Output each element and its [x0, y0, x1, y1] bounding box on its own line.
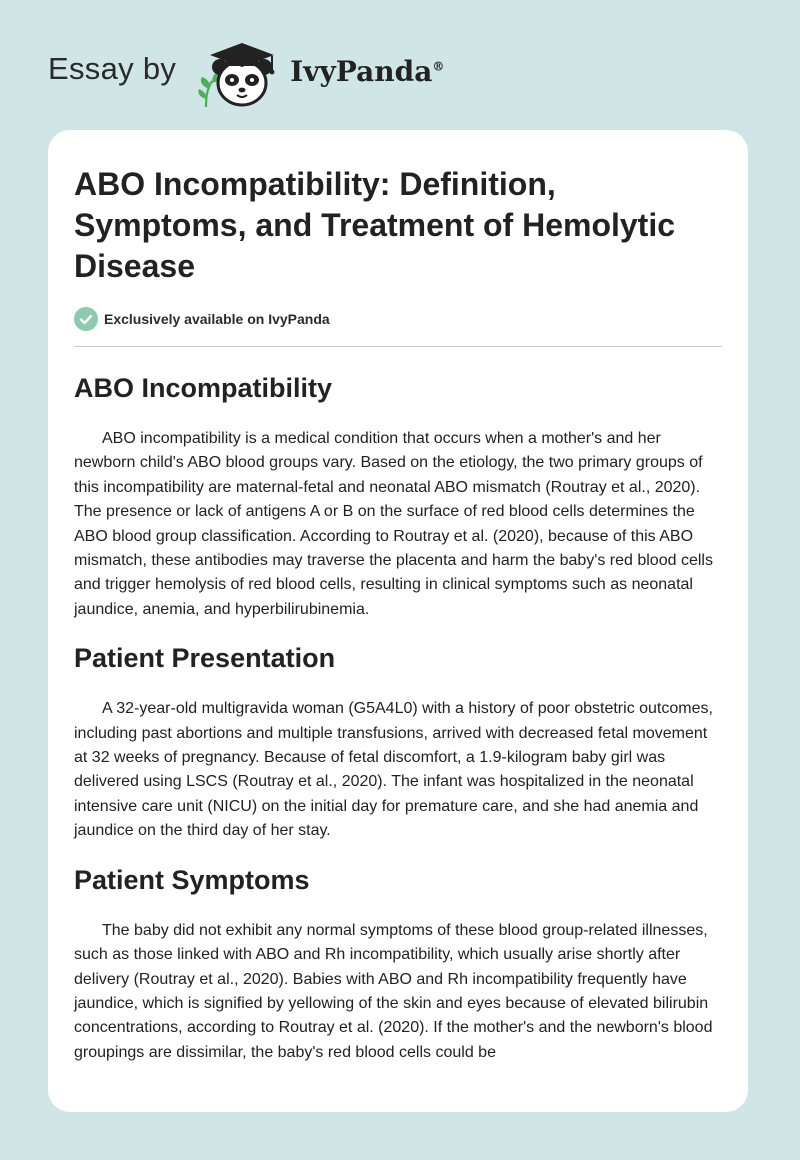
site-header	[48, 38, 444, 108]
section-heading-abo-incompatibility: ABO Incompatibility	[74, 373, 333, 403]
exclusive-badge-text: Exclusively available on IvyPanda	[104, 311, 330, 327]
page-title: ABO Incompatibility: Definition, Symptoms, and Treatment of Hemolytic Disease	[74, 166, 676, 284]
article-card	[48, 130, 748, 1112]
brand-name: IvyPanda®	[290, 54, 445, 88]
registered-mark: ®	[432, 59, 445, 74]
section-paragraph-abo-incompatibility: ABO incompatibility is a medical condition that occurs when a mother's and her newborn child's ABO blood groups vary. Based on the etiology, the two primary groups of this incompatibility are maternal-fetal and neonatal ABO mismatch (Routray et al., 2020). The presence or lack of antigens A or B on the surface of red blood cells determines the ABO blood group classification. According to Routray et al. (2020), because of this ABO mismatch, these antibodies may traverse the placenta and harm the baby's red blood cells and trigger hemolysis of red blood cells, resulting in clinical symptoms such as neonatal jaundice, anemia, and hyperbilirubinemia.	[74, 430, 713, 618]
section-heading-patient-symptoms: Patient Symptoms	[74, 864, 310, 895]
ivypanda-logo-link[interactable]	[192, 37, 444, 109]
check-circle-icon	[74, 307, 98, 331]
exclusive-badge	[74, 307, 722, 347]
essay-by-label: Essay by	[48, 51, 177, 86]
section-paragraph-patient-symptoms: The baby did not exhibit any normal symptoms of these blood group-related illnesses, such as those linked with ABO and Rh incompatibility, which usually arise shortly after delivery (Routray et al., 2020). Babies with ABO and Rh incompatibility frequently have jaundice, which is signified by yellowing of the skin and eyes because of elevated bilirubin concentrations, according to Routray et al. (2020). If the mother's and the newborn's blood groupings are dissimilar, the baby's red blood cells could be	[74, 921, 713, 1061]
section-heading-patient-presentation: Patient Presentation	[74, 643, 336, 674]
panda-logo-icon	[192, 37, 284, 109]
section-paragraph-patient-presentation: A 32-year-old multigravida woman (G5A4L0) with a history of poor obstetric outcomes, including past abortions and multiple transfusions, arrived with decreased fetal movement at 32 weeks of pregnancy. Because of fetal discomfort, a 1.9-kilogram baby girl was delivered using LSCS (Routray et al., 2020). The infant was hospitalized in the neonatal intensive care unit (NICU) on the initial day for premature care, and she had anemia and jaundice on the third day of her stay.	[74, 700, 713, 840]
